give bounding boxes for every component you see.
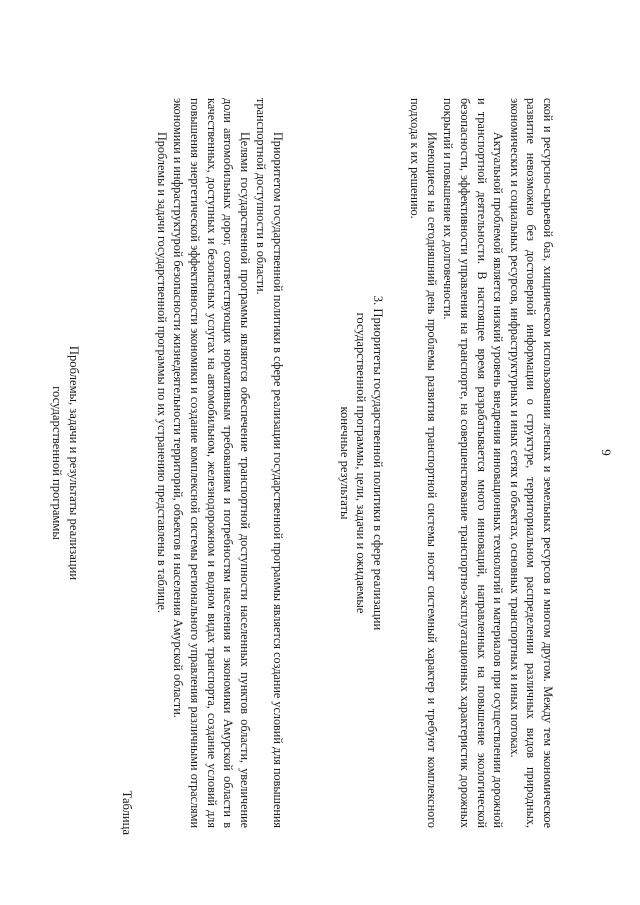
page-number: 9 [599,449,614,456]
section-3-heading [336,98,386,828]
section-3-text-block [153,98,286,828]
heading-line: государственной программы, цели, задачи и ожидаемые [354,312,369,614]
paragraph: Имеющиеся на сегодняшний день проблемы развития транспортной системы носят системный характер и требуют комплексного подхода к их решению. [408,98,439,828]
table-title [49,98,82,828]
paragraph: Актуальной проблемой является низкий уровень внедрения инновационных технологий и материалов при осуществлении дорожной и транспортной деятельности. В настоящее время разрабатывается много инноваций, направленных на повышение экологической безопасности, эффективности управления на транспорте, на совершенствование транспортно-эксплуатационных характеристик дорожных покрытий и повышение их долговечности. [441,98,506,828]
table-label: Таблица [120,790,134,835]
paragraph: Целями государственной программы являются обеспечение транспортной доступности населенных пунктов области, увеличение доли автомобильных дорог, соответствующих нормативным требованиям и потребностям населения и экономики Амурской области в качественных, доступных и безопасных услугах на автомобильном, железнодорожном и водном видах транспорта, создание условий для повышения энергетической эффективности экономики и создание комплексной системы регионального управления различными отраслями экономики и инфраструктурой безопасности жизнедеятельности территорий, объектов и населения Амурской области. [171,98,252,828]
intro-text-block [407,98,556,828]
paragraph: Проблемы и задачи государственной программы по их устранению представлены в таблице. [154,132,169,614]
table-title-line: государственной программы [50,386,65,540]
table-title-line: Проблемы, задачи и результаты реализации [67,345,81,581]
paragraph: ской и ресурсно-сырьевой баз, хищническом использовании лесных и земельных ресурсов и многом другом. Между тем экономическое развитие невозможно без достоверной информации о структуре, территориальном распределении различных видов природных, экономических и социальных ресурсов, инфраструктурных и иных сетях и объектах, основных транспортных и иных потоках. [507,98,555,828]
paragraph: Приоритетом государственной политики в сфере реализации государственной программы является создание условий для повышения транспортной доступности в области. [254,98,285,828]
heading-line: конечные результаты [337,406,352,520]
heading-line: 3. Приоритеты государственной политики в сфере реализации [371,295,385,631]
